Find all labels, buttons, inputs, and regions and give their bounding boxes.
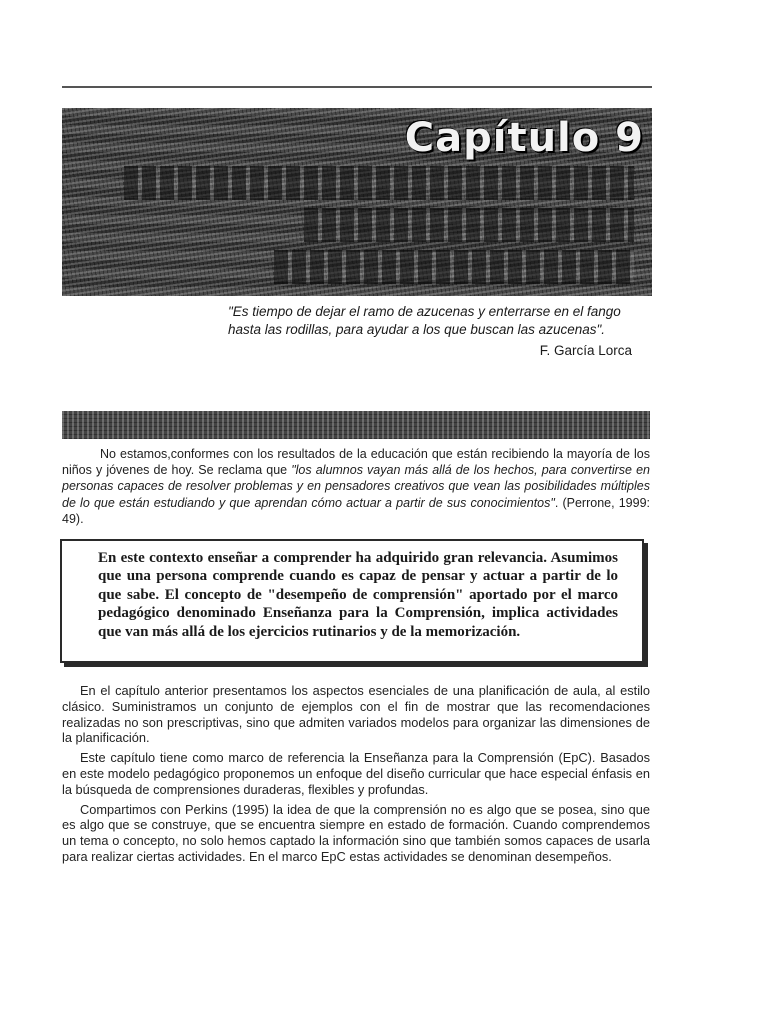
intro-lead: No estamos,conformes con los resultados de la educación que están recibiendo la mayoría de los niños y jóvenes de hoy. Se reclama que bbox=[62, 447, 650, 478]
banner-texture-line bbox=[274, 250, 634, 284]
intro-paragraph bbox=[62, 446, 650, 527]
highlight-text: En este contexto enseñar a comprender ha adquirido gran relevancia. Asumimos que una persona comprende cuando es capaz de pensar y actuar a partir de lo que sabe. El concepto de "desempeño de comprensión" aportado por el marco pedagógico denominado Enseñanza para la Comprensión, implica actividades que van más allá de los ejercicios rutinarios y de la memorización. bbox=[98, 550, 618, 640]
top-rule bbox=[62, 86, 652, 88]
body-text bbox=[62, 683, 650, 869]
body-paragraph: En el capítulo anterior presentamos los aspectos esenciales de una planificación de aula, al estilo clásico. Suministramos un conjunto de ejemplos con el fin de mostrar que las recomendaciones realizadas no son prescriptivas, sino que admiten variados modelos para organizar las dimensiones de la planificación. bbox=[62, 683, 650, 746]
banner-texture-line bbox=[304, 208, 634, 242]
intro-quote: "los alumnos vayan más allá de los hechos, para convertirse en personas capaces de resolver problemas y en pensadores creativos que vean las posibilidades múltiples de lo que están estudiando y que aprendan cómo actuar a partir de sus conocimientos" bbox=[62, 463, 650, 510]
chapter-title: Capítulo 9 bbox=[404, 115, 644, 161]
body-paragraph: Compartimos con Perkins (1995) la idea de que la comprensión no es algo que se posea, sino que es algo que se construye, que se encuentra siempre en estado de formación. Cuando comprendemos un tema o concepto, no solo hemos captado la información sino que también somos capaces de usarla para realizar ciertas actividades. En el marco EpC estas actividades se denominan desempeños. bbox=[62, 801, 650, 864]
body-paragraph: Este capítulo tiene como marco de referencia la Enseñanza para la Comprensión (EpC). Basados en este modelo pedagógico proponemos un enfoque del diseño curricular que hace especial énfasis en la búsqueda de comprensiones duraderas, flexibles y profundas. bbox=[62, 750, 650, 797]
banner-title-texture bbox=[114, 164, 634, 284]
section-divider-bar bbox=[62, 411, 650, 439]
epigraph-quote: "Es tiempo de dejar el ramo de azucenas y enterrarse en el fango hasta las rodillas, para ayudar a los que buscan las azucenas". bbox=[228, 304, 621, 337]
banner-texture-line bbox=[124, 166, 634, 200]
chapter-banner bbox=[62, 108, 652, 296]
epigraph-author: F. García Lorca bbox=[539, 343, 632, 358]
intro-citation: . (Perrone, 1999: 49). bbox=[62, 495, 651, 526]
highlight-box bbox=[60, 539, 644, 663]
